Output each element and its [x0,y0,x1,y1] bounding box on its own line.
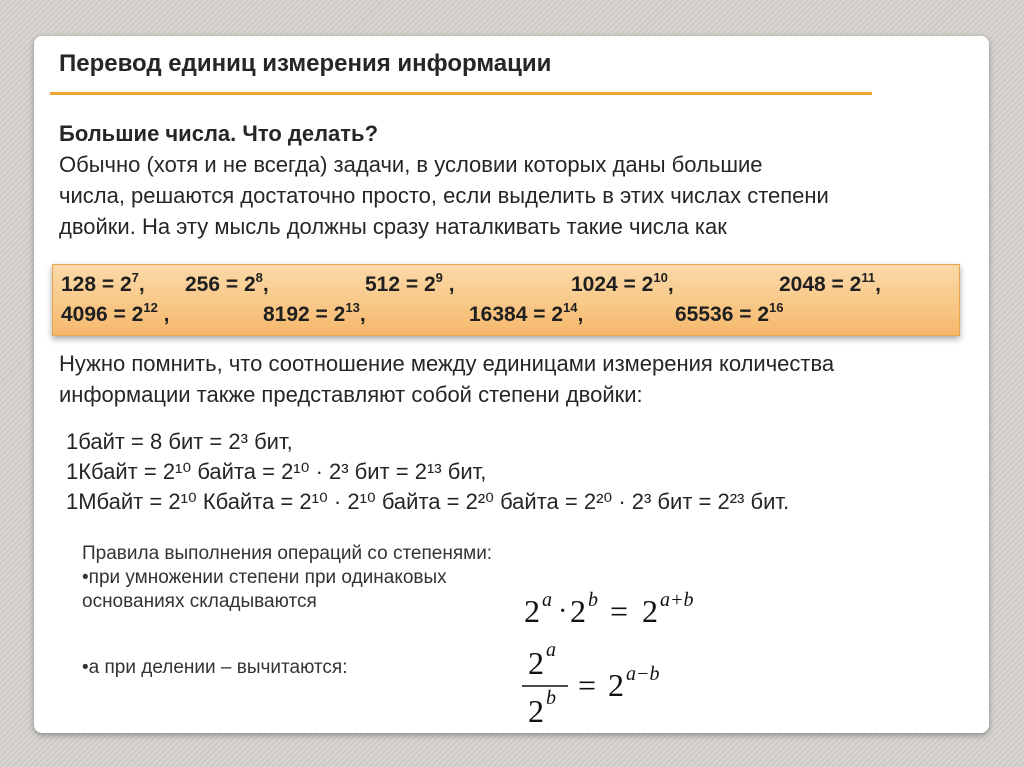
rules-heading: Правила выполнения операций со степенями: [82,543,493,564]
memo-block [59,348,834,410]
formula-exp-b: b [588,589,598,611]
formula-base: 2 [524,593,540,629]
rule-divide: •а при делении – вычитаются: [82,657,348,678]
slide-title: Перевод единиц измерения информации [59,50,552,77]
formula-equals: = [578,667,597,703]
title-underline [50,92,872,95]
formula-exp-sum: a+b [660,589,694,611]
formula-exp-diff: a−b [626,663,660,685]
rules-block [82,542,492,614]
formula-divide [512,638,712,733]
formula-base: 2 [608,667,624,703]
formula-exp-a: a [546,639,556,661]
power-item: $128 = 2^7$, [61,270,145,296]
power-item: $512 = 2^9$ , [365,270,455,296]
power-item: $4096 = 2^{12}$ , [61,300,170,326]
power-item: $65536 = 2^{16}$ [675,300,784,326]
memo-line-2: информации также представляют собой степени двойки: [59,382,643,407]
slide [34,36,989,733]
memo-line-1: Нужно помнить, что соотношение между единицами измерения количества [59,351,835,376]
formula-equals: = [610,593,629,629]
formula-exp-b: b [546,687,556,709]
power-item: $16384 = 2^{14}$, [469,300,584,326]
power-item: $2048 = 2^{11}$, [779,270,881,296]
formula-base: 2 [528,693,544,729]
power-item: $256 = 2^8$, [185,270,269,296]
formula-exp-a: a [542,589,552,611]
intro-block [59,118,829,242]
intro-line-2: числа, решаются достаточно просто, если выделить в этих числах степени [59,183,829,208]
rule-multiply-line-1: •при умножении степени при одинаковых [82,567,447,588]
intro-heading: Большие числа. Что делать? [59,121,379,146]
intro-line-3: двойки. На эту мысль должны сразу наталкивать такие числа как [59,214,727,239]
rule-multiply-line-2: основаниях складываются [82,591,317,612]
formula-dot: · [558,596,568,627]
power-item: $1024 = 2^{10}$, [571,270,674,296]
formula-base: 2 [528,645,544,681]
intro-line-1: Обычно (хотя и не всегда) задачи, в условии которых даны большие [59,152,763,177]
unit-byte: 1байт = 8 бит = 2³ бит, [66,429,293,454]
powers-of-two-box [52,264,960,336]
formula-base: 2 [570,593,586,629]
unit-kbyte: 1Кбайт = 2¹⁰ байта = 2¹⁰ · 2³ бит = 2¹³ бит, [66,459,487,484]
formula-base: 2 [642,593,658,629]
formula-multiply [514,584,734,634]
unit-mbyte: 1Мбайт = 2¹⁰ Кбайта = 2¹⁰ · 2¹⁰ байта = 2²⁰ байта = 2²⁰ · 2³ бит = 2²³ бит. [66,489,790,514]
power-item: $8192 = 2^{13}$, [263,300,366,326]
